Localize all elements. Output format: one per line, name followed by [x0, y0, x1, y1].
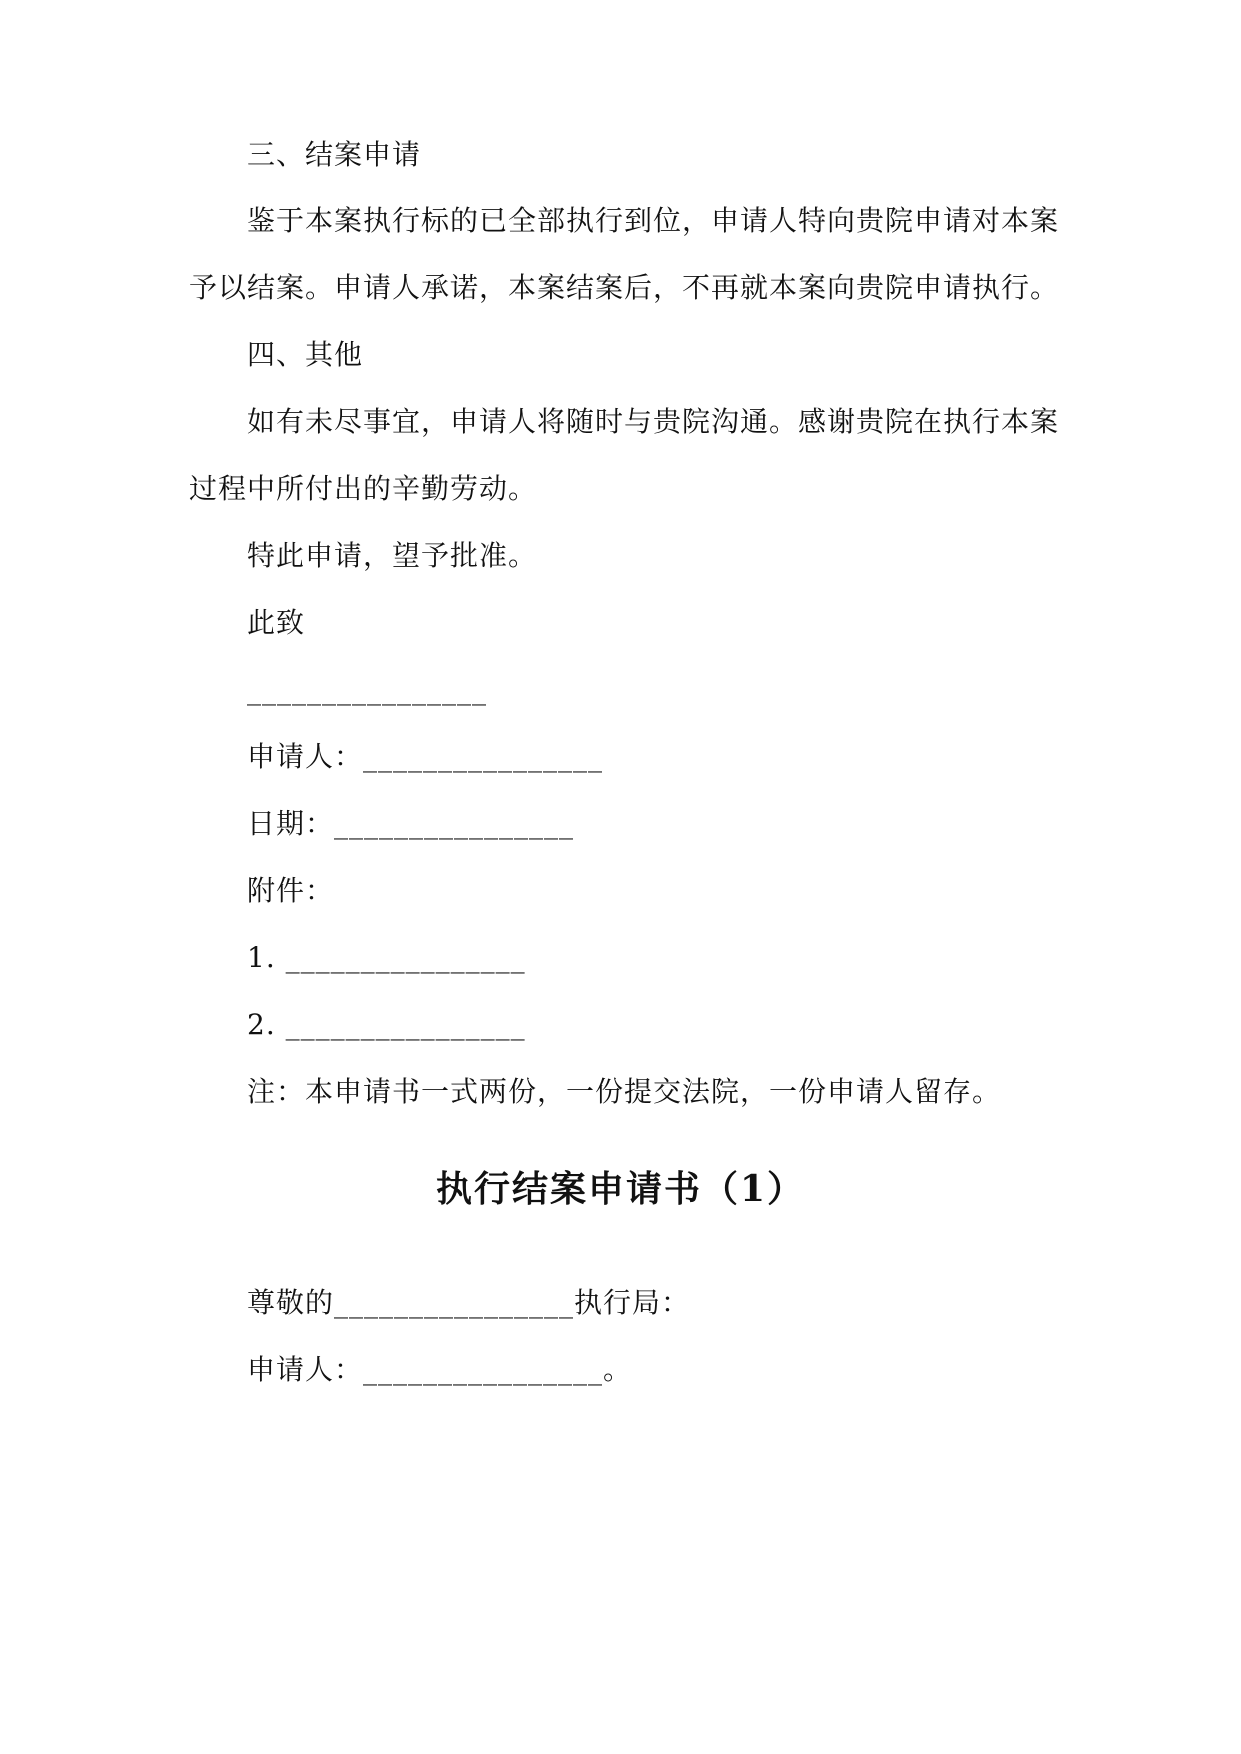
attachments-label: 附件：	[247, 874, 335, 907]
section-3-paragraph-line-2: 予以结案。申请人承诺，本案结案后，不再就本案向贵院申请执行。	[189, 271, 1060, 304]
applicant-signature-line: 申请人：________________	[247, 740, 604, 773]
closing-request: 特此申请，望予批准。	[247, 539, 538, 572]
salutation: 此致	[247, 606, 306, 639]
section-4-paragraph-line-1: 如有未尽事宜，申请人将随时与贵院沟通。感谢贵院在执行本案	[247, 405, 1060, 438]
section-3-heading: 三、结案申请	[247, 138, 422, 171]
date-line: 日期：________________	[247, 807, 575, 840]
section-3-paragraph-line-1: 鉴于本案执行标的已全部执行到位，申请人特向贵院申请对本案	[247, 204, 1060, 237]
greeting-line: 尊敬的________________执行局：	[247, 1286, 691, 1319]
section-4-heading: 四、其他	[247, 338, 364, 371]
attachment-item-1: 1. ________________	[247, 941, 526, 974]
applicant-line: 申请人：________________。	[247, 1353, 633, 1386]
attachment-item-2: 2. ________________	[247, 1008, 526, 1041]
section-4-paragraph-line-2: 过程中所付出的辛勤劳动。	[189, 472, 538, 505]
document-title: 执行结案申请书（1）	[435, 1168, 806, 1210]
note: 注：本申请书一式两份，一份提交法院，一份申请人留存。	[247, 1075, 1002, 1108]
recipient-blank: ________________	[247, 673, 487, 706]
